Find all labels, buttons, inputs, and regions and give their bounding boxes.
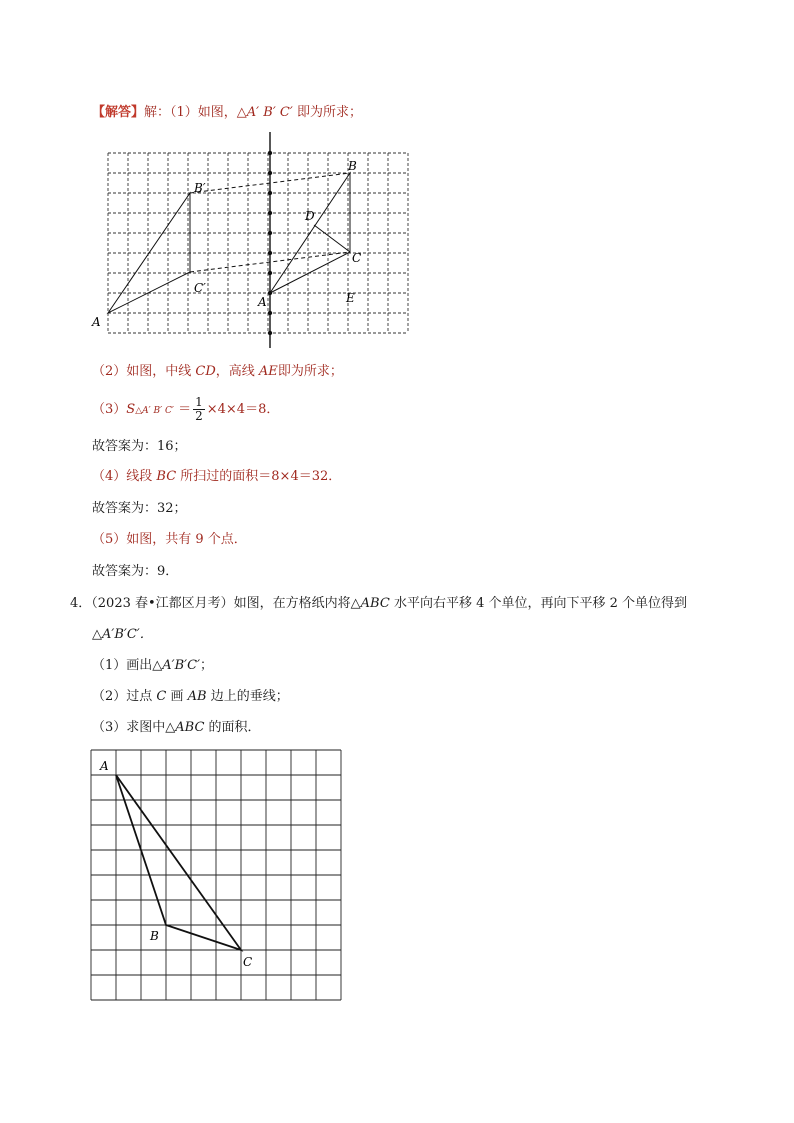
answer-tag: 【解答】: [92, 105, 145, 120]
question4-sub3: （3）求图中△ABC 的面积．: [92, 720, 261, 735]
label-b: B: [348, 159, 357, 173]
label-a: A: [258, 295, 267, 309]
axis-point: [268, 171, 272, 175]
answer-part3: （3）S△A′ B′ C′ ＝ $\frac{1}{2}$ ×4×4＝8．: [92, 395, 280, 423]
label-c: C: [352, 251, 362, 265]
answer-part4: （4）线段 BC 所扫过的面积＝8×4＝32．: [92, 469, 342, 484]
label-c-prime: C′: [194, 281, 206, 295]
axis-point: [268, 191, 272, 195]
grid-triangle-figure: [88, 746, 348, 1006]
answer-result-9: 故答案为：9．: [92, 564, 179, 579]
axis-point: [268, 271, 272, 275]
fraction-half: $\frac{1}{2}$: [195, 395, 203, 423]
answer-result-16: 故答案为：16；: [92, 439, 187, 454]
answer-header: 【解答】解：（1）如图，△A′ B′ C′ 即为所求；: [92, 105, 362, 120]
axis-point: [268, 251, 272, 255]
question4-line2: △A′B′C′．: [92, 627, 153, 642]
answer-part2: （2）如图，中线 CD，高线 AE即为所求；: [92, 364, 343, 379]
answer-part5: （5）如图，共有 9 个点．: [92, 532, 247, 547]
question4-sub1: （1）画出△A′B′C′；: [92, 658, 214, 673]
axis-point: [268, 211, 272, 215]
question-number: 4．: [70, 596, 92, 611]
median-cd: [314, 225, 350, 252]
translation-figure: [90, 130, 420, 350]
question4-sub2: （2）过点 C 画 AB 边上的垂线；: [92, 689, 289, 704]
axis-point: [268, 151, 272, 155]
axis-point: [268, 331, 272, 335]
axis-point: [268, 311, 272, 315]
axis-point: [268, 231, 272, 235]
label-d: D: [305, 209, 315, 223]
label-e: E: [346, 291, 355, 305]
label-a: A: [100, 759, 109, 773]
answer-result-32: 故答案为：32；: [92, 501, 187, 516]
label-b-prime: B′: [194, 181, 206, 195]
label-a-prime-left: A: [92, 315, 101, 329]
triangle-abc-original: [116, 775, 241, 950]
label-b: B: [150, 929, 159, 943]
label-c: C: [243, 955, 253, 969]
question4-line1: 4．（2023 春•江都区月考）如图，在方格纸内将△ABC 水平向右平移 4 个单位，再向下平移 2 个单位得到: [70, 596, 688, 611]
